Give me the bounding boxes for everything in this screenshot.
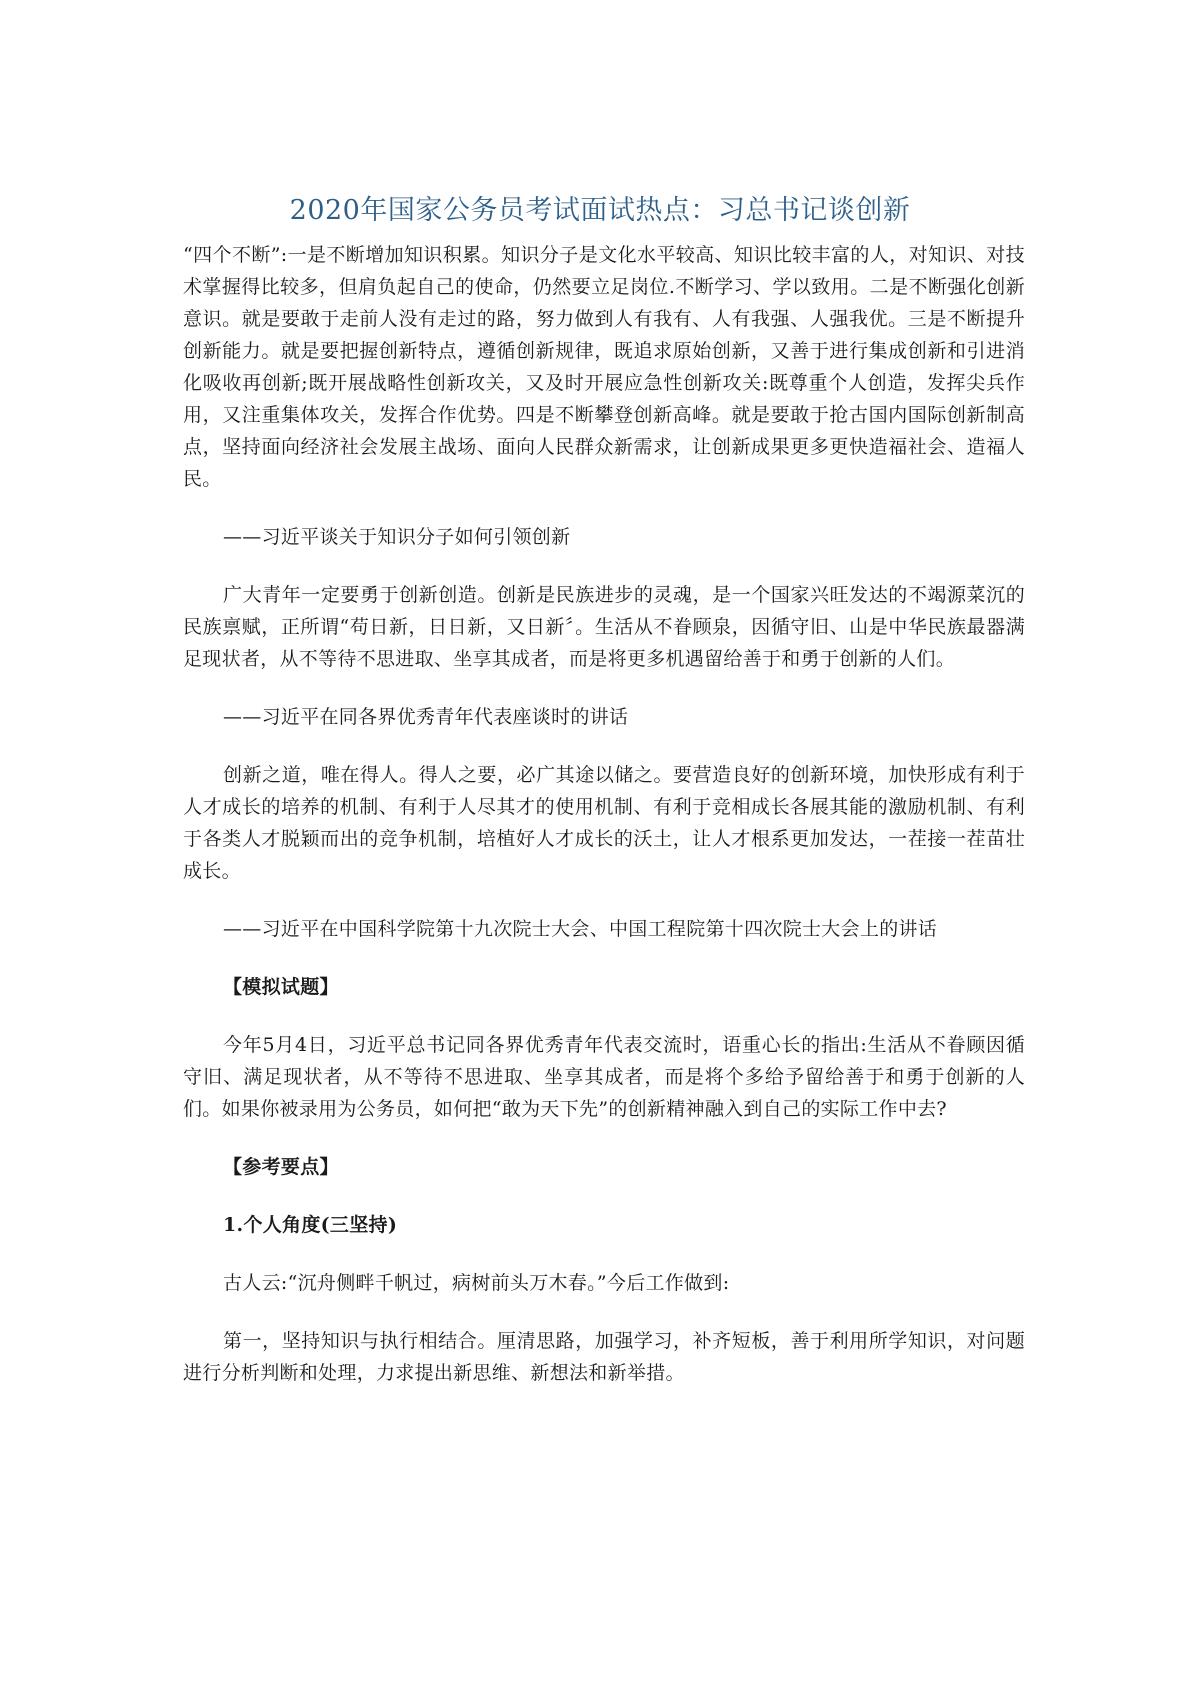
paragraph-first-point: 第一，坚持知识与执行相结合。厘清思路，加强学习，补齐短板，善于利用所学知识，对问题进行分析判断和处理，力求提出新思维、新想法和新举措。 <box>183 1330 1025 1384</box>
document-title: 2020年国家公务员考试面试热点：习总书记谈创新 <box>289 195 911 226</box>
section-heading-reference-points: 【参考要点】 <box>223 1156 339 1178</box>
paragraph-ancient-quote: 古人云:“沉舟侧畔千帆过，病树前头万木春。”今后工作做到: <box>223 1272 730 1294</box>
section-heading-mock-question: 【模拟试题】 <box>223 976 339 998</box>
paragraph-youth-innovation: 广大青年一定要勇于创新创造。创新是民族进步的灵魂，是一个国家兴旺发达的不竭源菜沉的民族禀赋，正所谓“苟日新，日日新，又日新〞。生活从不眷顾泉，因循守旧、山是中华民族最器满足现状者，从不等待不思进取、坐享其成者，而是将更多机遇留给善于和勇于创新的人们。 <box>183 584 1025 670</box>
quote-source-2: ——习近平在同各界优秀青年代表座谈时的讲话 <box>223 706 629 728</box>
quote-source-1: ——习近平谈关于知识分子如何引领创新 <box>223 526 571 548</box>
paragraph-four-constants: “四个不断”:一是不断增加知识积累。知识分子是文化水平较高、知识比较丰富的人，对知识、对技术掌握得比较多，但肩负起自己的使命，仍然要立足岗位.不断学习、学以致用。二是不断强化创新意识。就是要敢于走前人没有走过的路，努力做到人有我有、人有我强、人强我优。三是不断提升创新能力。就是要把握创新特点，遵循创新规律，既追求原始创新，又善于进行集成创新和引进消化吸收再创新;既开展战略性创新攻关，又及时开展应急性创新攻关:既尊重个人创造，发挥尖兵作用，又注重集体攻关，发挥合作优势。四是不断攀登创新高峰。就是要敢于抢古国内国际创新制高点，坚持面向经济社会发展主战场、面向人民群众新需求，让创新成果更多更快造福社会、造福人民。 <box>183 244 1025 490</box>
subheading-personal-angle: 1.个人角度(三坚持) <box>223 1214 398 1236</box>
paragraph-talent: 创新之道，唯在得人。得人之要，必广其途以储之。要营造良好的创新环境，加快形成有利于人才成长的培养的机制、有利于人尽其才的使用机制、有利于竞相成长各展其能的激励机制、有利于各类人才脱颖而出的竞争机制，培植好人才成长的沃土，让人才根系更加发达，一茬接一茬苗壮成长。 <box>183 764 1025 882</box>
document-body <box>183 239 1025 1389</box>
quote-source-3: ——习近平在中国科学院第十九次院士大会、中国工程院第十四次院士大会上的讲话 <box>223 918 938 940</box>
paragraph-mock-question: 今年5月4日，习近平总书记同各界优秀青年代表交流时，语重心长的指出:生活从不眷顾因循守旧、满足现状者，从不等待不思进取、坐享其成者，而是将个多给予留给善于和勇于创新的人们。如果你被录用为公务员，如何把“敢为天下先”的创新精神融入到自己的实际工作中去? <box>183 1034 1025 1120</box>
